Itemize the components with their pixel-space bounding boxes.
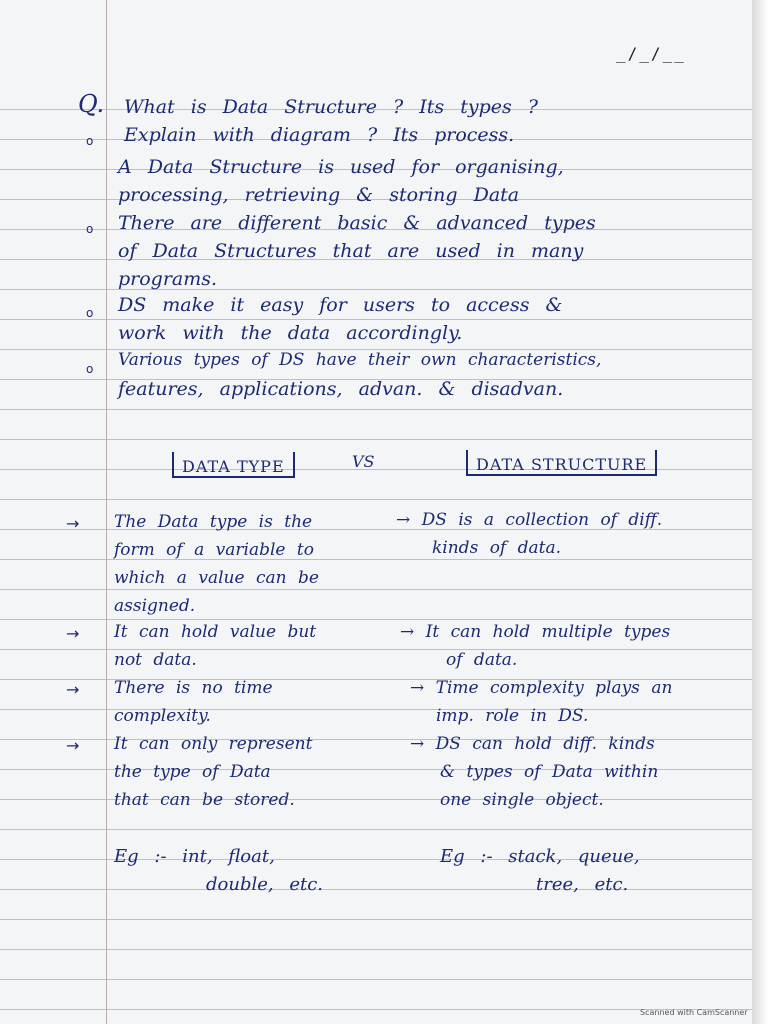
row-4-left-line-1: It can only represent: [114, 734, 313, 754]
data-type-heading: DATA TYPE: [172, 452, 295, 478]
row-2-right-line-1: → It can hold multiple types: [400, 622, 671, 642]
row-1-right-line-2: kinds of data.: [432, 538, 562, 558]
definition-line-1: A Data Structure is used for organising,: [118, 156, 564, 178]
page-edge: [752, 0, 768, 1024]
question-marker: Q.: [78, 90, 105, 118]
row-arrow: →: [66, 736, 80, 755]
bullet-2-line-2: work with the data accordingly.: [118, 322, 463, 344]
bullet-1-line-3: programs.: [118, 268, 218, 290]
example-right-line-1: Eg :- stack, queue,: [440, 846, 640, 867]
row-2-right-line-2: of data.: [446, 650, 518, 670]
title-line-1: What is Data Structure ? Its types ?: [124, 96, 538, 118]
row-3-left-line-1: There is no time: [114, 678, 273, 698]
scanner-footer: Scanned with CamScanner: [640, 1008, 748, 1017]
page-header-area: [0, 0, 752, 80]
row-4-left-line-3: that can be stored.: [114, 790, 295, 810]
bullet-dot: o: [86, 362, 94, 376]
row-arrow: →: [66, 680, 80, 699]
row-4-left-line-2: the type of Data: [114, 762, 271, 782]
bullet-3-line-2: features, applications, advan. & disadvan.: [118, 378, 564, 400]
row-3-right-line-2: imp. role in DS.: [436, 706, 589, 726]
row-2-left-line-2: not data.: [114, 650, 197, 670]
vs-label: VS: [352, 452, 375, 471]
example-right-line-2: tree, etc.: [536, 874, 629, 895]
row-arrow: →: [66, 514, 80, 533]
row-1-right-line-1: → DS is a collection of diff.: [396, 510, 663, 530]
row-1-left-line-2: form of a variable to: [114, 540, 314, 560]
bullet-3-line-1: Various types of DS have their own characteristics,: [118, 350, 602, 370]
example-left-line-2: double, etc.: [206, 874, 324, 895]
bullet-2-line-1: DS make it easy for users to access &: [118, 294, 563, 316]
row-4-right-line-1: → DS can hold diff. kinds: [410, 734, 655, 754]
row-arrow: →: [66, 624, 80, 643]
title-line-2: Explain with diagram ? Its process.: [124, 124, 515, 146]
row-4-right-line-2: & types of Data within: [440, 762, 659, 782]
bullet-dot: o: [86, 222, 94, 236]
date-field: _/_/__: [616, 44, 686, 63]
row-3-left-line-2: complexity.: [114, 706, 211, 726]
bullet-dot: o: [86, 134, 94, 148]
row-1-left-line-4: assigned.: [114, 596, 196, 616]
margin-line: [106, 0, 107, 1024]
row-3-right-line-1: → Time complexity plays an: [410, 678, 673, 698]
row-1-left-line-1: The Data type is the: [114, 512, 313, 532]
bullet-1-line-1: There are different basic & advanced types: [118, 212, 596, 234]
bullet-1-line-2: of Data Structures that are used in many: [118, 240, 584, 262]
example-left-line-1: Eg :- int, float,: [114, 846, 275, 867]
bullet-dot: o: [86, 306, 94, 320]
row-4-right-line-3: one single object.: [440, 790, 604, 810]
row-2-left-line-1: It can hold value but: [114, 622, 317, 642]
definition-line-2: processing, retrieving & storing Data: [118, 184, 520, 206]
data-structure-heading: DATA STRUCTURE: [466, 450, 657, 476]
row-1-left-line-3: which a value can be: [114, 568, 319, 588]
